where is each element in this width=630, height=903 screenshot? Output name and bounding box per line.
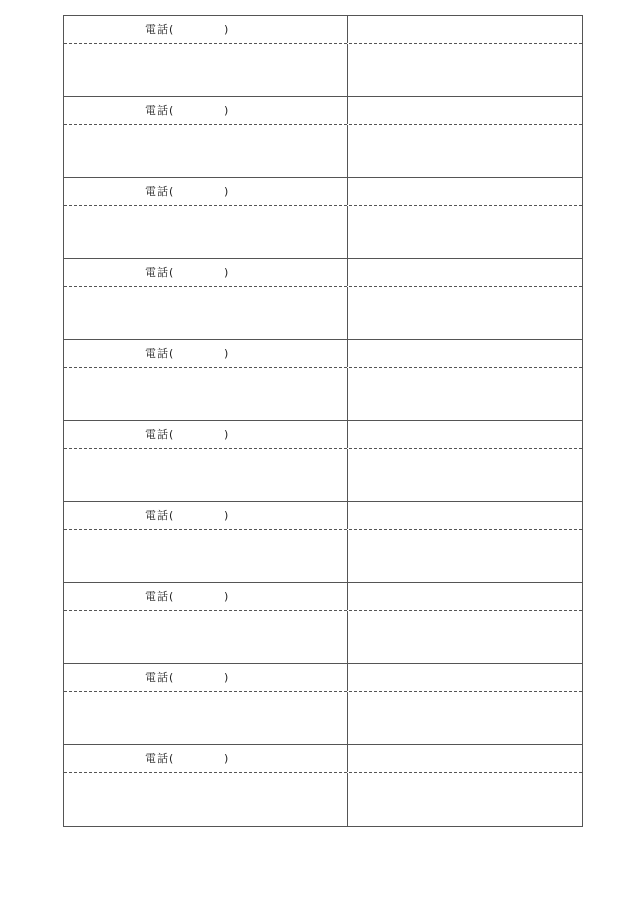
phone-close-paren: ) <box>224 347 229 360</box>
phone-field[interactable] <box>64 259 348 286</box>
phone-field[interactable] <box>64 340 348 367</box>
phone-close-paren: ) <box>224 428 229 441</box>
phone-field[interactable] <box>64 421 348 448</box>
note-field-top[interactable] <box>348 502 582 529</box>
note-field-top[interactable] <box>348 16 582 43</box>
phone-label: 電話( <box>145 185 175 198</box>
address-row <box>64 449 582 501</box>
note-field-bottom[interactable] <box>348 611 582 663</box>
address-entry <box>63 259 583 340</box>
phone-row <box>64 97 582 125</box>
address-field[interactable] <box>64 692 348 744</box>
address-entry <box>63 340 583 421</box>
phone-row <box>64 502 582 530</box>
address-row <box>64 530 582 582</box>
note-field-bottom[interactable] <box>348 773 582 826</box>
phone-field[interactable] <box>64 178 348 205</box>
address-field[interactable] <box>64 773 348 826</box>
phone-field[interactable] <box>64 745 348 772</box>
note-field-bottom[interactable] <box>348 44 582 96</box>
note-field-top[interactable] <box>348 745 582 772</box>
address-entry <box>63 97 583 178</box>
phone-row <box>64 16 582 44</box>
phone-close-paren: ) <box>224 509 229 522</box>
note-field-bottom[interactable] <box>348 449 582 501</box>
phone-close-paren: ) <box>224 752 229 765</box>
note-field-top[interactable] <box>348 340 582 367</box>
phone-close-paren: ) <box>224 671 229 684</box>
phone-close-paren: ) <box>224 104 229 117</box>
address-entry <box>63 421 583 502</box>
phone-field[interactable] <box>64 583 348 610</box>
note-field-bottom[interactable] <box>348 287 582 339</box>
phone-label: 電話( <box>145 104 175 117</box>
address-row <box>64 692 582 744</box>
note-field-top[interactable] <box>348 421 582 448</box>
address-field[interactable] <box>64 44 348 96</box>
note-field-top[interactable] <box>348 97 582 124</box>
address-book-sheet <box>63 15 583 827</box>
phone-label: 電話( <box>145 23 175 36</box>
phone-label: 電話( <box>145 509 175 522</box>
phone-label: 電話( <box>145 347 175 360</box>
note-field-top[interactable] <box>348 178 582 205</box>
address-field[interactable] <box>64 449 348 501</box>
phone-label: 電話( <box>145 266 175 279</box>
phone-row <box>64 421 582 449</box>
address-entry <box>63 502 583 583</box>
phone-field[interactable] <box>64 16 348 43</box>
note-field-top[interactable] <box>348 259 582 286</box>
address-field[interactable] <box>64 368 348 420</box>
phone-close-paren: ) <box>224 266 229 279</box>
phone-field[interactable] <box>64 502 348 529</box>
address-field[interactable] <box>64 287 348 339</box>
phone-row <box>64 178 582 206</box>
note-field-bottom[interactable] <box>348 692 582 744</box>
address-row <box>64 773 582 826</box>
note-field-bottom[interactable] <box>348 206 582 258</box>
phone-label: 電話( <box>145 428 175 441</box>
phone-field[interactable] <box>64 97 348 124</box>
note-field-top[interactable] <box>348 583 582 610</box>
phone-close-paren: ) <box>224 185 229 198</box>
address-row <box>64 125 582 177</box>
phone-row <box>64 259 582 287</box>
note-field-bottom[interactable] <box>348 530 582 582</box>
address-row <box>64 44 582 96</box>
address-row <box>64 287 582 339</box>
note-field-bottom[interactable] <box>348 368 582 420</box>
phone-row <box>64 664 582 692</box>
address-field[interactable] <box>64 125 348 177</box>
phone-close-paren: ) <box>224 590 229 603</box>
address-entry <box>63 16 583 97</box>
address-row <box>64 611 582 663</box>
note-field-top[interactable] <box>348 664 582 691</box>
note-field-bottom[interactable] <box>348 125 582 177</box>
phone-close-paren: ) <box>224 23 229 36</box>
phone-row <box>64 340 582 368</box>
phone-label: 電話( <box>145 671 175 684</box>
phone-field[interactable] <box>64 664 348 691</box>
address-row <box>64 206 582 258</box>
phone-label: 電話( <box>145 590 175 603</box>
address-entry <box>63 745 583 827</box>
phone-row <box>64 583 582 611</box>
address-field[interactable] <box>64 611 348 663</box>
phone-row <box>64 745 582 773</box>
phone-label: 電話( <box>145 752 175 765</box>
address-entry <box>63 178 583 259</box>
address-field[interactable] <box>64 206 348 258</box>
address-entry <box>63 664 583 745</box>
address-entry <box>63 583 583 664</box>
address-row <box>64 368 582 420</box>
address-field[interactable] <box>64 530 348 582</box>
